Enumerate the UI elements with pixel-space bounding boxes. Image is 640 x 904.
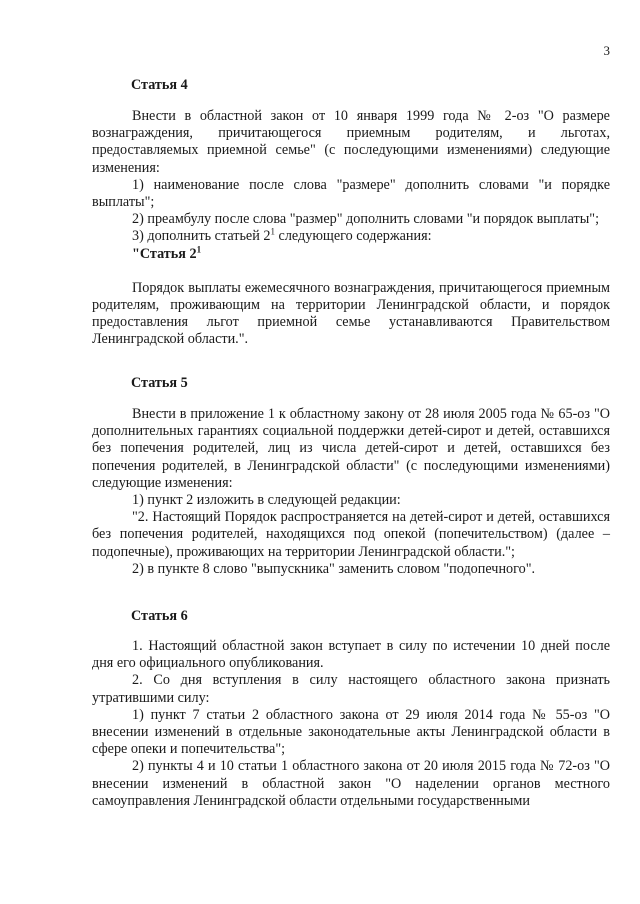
article-6-heading: Статья 6 [131, 608, 188, 624]
article-4-body [92, 108, 610, 349]
quoted-article-text: Порядок выплаты ежемесячного вознаграждения, причитающегося приемным родителям, проживающим на территории Ленинградской области, и порядок предоставления льгот приемной семье устанавливаются Правительством Ленинградской области.". [92, 279, 610, 348]
quoted-article-heading: "Статья $2^1$ [132, 243, 202, 262]
article-5-intro: Внести в приложение 1 к областному закону от 28 июля 2005 года № 65-оз "О дополнительных гарантиях социальной поддержки детей-сирот и детей, оставшихся без попечения родителей, лиц из числа детей-сирот и детей, оставшихся без попечения родителей, в Ленинградской области" (с последующими изменениями) следующие изменения: [92, 406, 610, 491]
article-6-body [92, 638, 610, 810]
superscript: 1 [270, 226, 275, 237]
page-number: 3 [603, 43, 610, 58]
superscript: 1 [196, 243, 202, 254]
article-5-item-2: 2) в пункте 8 слово "выпускника" заменить словом "подопечного". [132, 560, 536, 577]
article-4-item-1: 1) наименование после слова "размере" дополнить словами "и порядке выплаты"; [92, 176, 610, 211]
article-5-item-1-quote: "2. Настоящий Порядок распространяется на детей-сирот и детей, оставшихся без попечения родителей, находящихся под опекой (попечительством) (далее – подопечные), проживающих на территории Ленинградской области."; [92, 509, 610, 560]
article-5-body [92, 406, 610, 578]
article-4-item-2: 2) преамбулу после слова "размер" дополнить словами "и порядок выплаты"; [132, 211, 600, 228]
article-6-para-2: 2. Со дня вступления в силу настоящего областного закона признать утратившими силу: [92, 672, 610, 706]
article-6-sub-1: 1) пункт 7 статьи 2 областного закона от 29 июля 2014 года № 55-оз "О внесении изменений в отдельные законодательные акты Ленинградской области в сфере опеки и попечительства"; [92, 706, 610, 758]
article-4-intro: Внести в областной закон от 10 января 1999 года № 2-оз "О размере вознаграждения, причитающегося приемным родителям, и льготах, предоставляемых приемной семье" (с последующими изменениями) следующие изменения: [92, 108, 610, 176]
article-4-heading: Статья 4 [131, 77, 188, 93]
article-5-item-1: 1) пункт 2 изложить в следующей редакции: [132, 492, 401, 509]
article-6-sub-2: 2) пункты 4 и 10 статьи 1 областного закона от 20 июля 2015 года № 72-оз "О внесении изменений в областной закон "О наделении органов местного самоуправления Ленинградской области отдельными государственными [92, 758, 610, 809]
article-6-para-1: 1. Настоящий областной закон вступает в силу по истечении 10 дней после дня его официального опубликования. [92, 638, 610, 672]
article-5-heading: Статья 5 [131, 375, 188, 391]
article-4-item-3: 3) дополнить статьей $2^1$ следующего содержания: [132, 226, 432, 245]
